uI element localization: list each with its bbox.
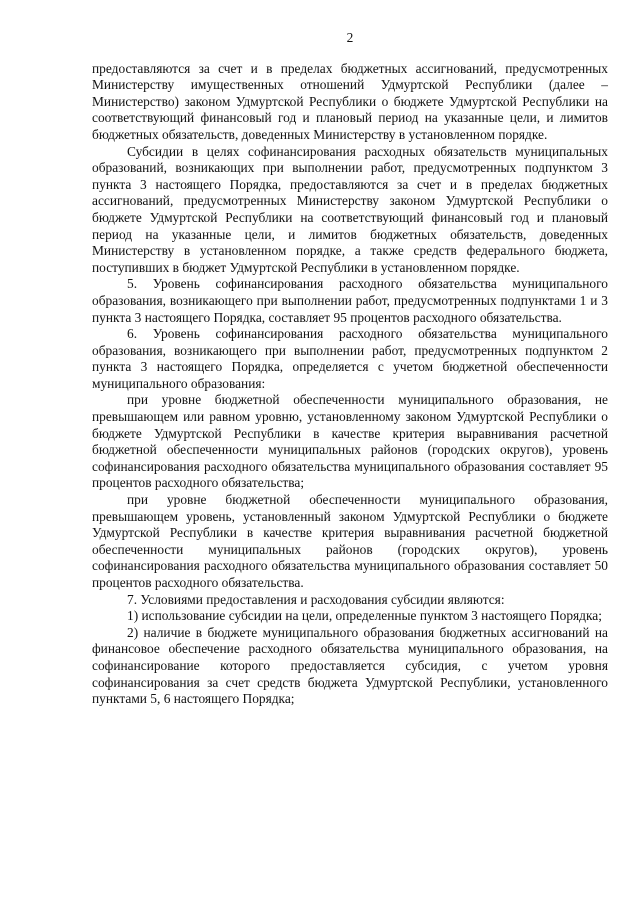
page-number: 2 <box>346 30 354 45</box>
paragraph-item-6: 6. Уровень софинансирования расходного обязательства муниципального образования, возникающего при выполнении работ, предусмотренных подпунктом 2 пункта 3 настоящего Порядка, определяется с учетом бюджетной обеспеченности муниципального образования: <box>92 326 608 391</box>
paragraph-item-7-condition-1: 1) использование субсидии на цели, определенные пунктом 3 настоящего Порядка; <box>127 608 602 624</box>
paragraph-item-6-case-low: при уровне бюджетной обеспеченности муниципального образования, не превышающем или равном уровню, установленному законом Удмуртской Республики о бюджете Удмуртской Республики в качестве критерия выравнивания расчетной бюджетной обеспеченности муниципальных районов (городских округов), уровень софинансирования расходного обязательства муниципального образования составляет 95 процентов расходного обязательства; <box>92 392 608 491</box>
paragraph-subsidies-cofinancing: Субсидии в целях софинансирования расходных обязательств муниципальных образований, возникающих при выполнении работ, предусмотренных подпунктом 3 пункта 3 настоящего Порядка, предоставляются за счет и в пределах бюджетных ассигнований, предусмотренных Министерству законом Удмуртской Республики о бюджете Удмуртской Республики на соответствующий финансовый год и плановый период на указанные цели, и лимитов бюджетных обязательств, доведенных Министерству в установленном порядке, а также средств федерального бюджета, поступивших в бюджет Удмуртской Республики в установленном порядке. <box>92 143 608 275</box>
paragraph-funding-continuation: предоставляются за счет и в пределах бюджетных ассигнований, предусмотренных Министерству имущественных отношений Удмуртской Республики (далее – Министерство) законом Удмуртской Республики о бюджете Удмуртской Республики на соответствующий финансовый год и плановый период на указанные цели, и лимитов бюджетных обязательств, доведенных Министерству в установленном порядке. <box>92 60 608 142</box>
document-page <box>92 30 608 708</box>
paragraph-item-5: 5. Уровень софинансирования расходного обязательства муниципального образования, возникающего при выполнении работ, предусмотренных подпунктами 1 и 3 пункта 3 настоящего Порядка, составляет 95 процентов расходного обязательства. <box>92 276 608 325</box>
paragraph-item-6-case-high: при уровне бюджетной обеспеченности муниципального образования, превышающем уровень, установленный законом Удмуртской Республики о бюджете Удмуртской Республики в качестве критерия выравнивания расчетной бюджетной обеспеченности муниципальных районов (городских округов), уровень софинансирования расходного обязательства муниципального образования составляет 50 процентов расходного обязательства. <box>92 492 608 590</box>
paragraph-item-7-condition-2: 2) наличие в бюджете муниципального образования бюджетных ассигнований на финансовое обеспечение расходного обязательства муниципального образования, на софинансирование которого предоставляется субсидия, с учетом уровня софинансирования за счет средств бюджета Удмуртской Республики, установленного пунктами 5, 6 настоящего Порядка; <box>92 624 608 707</box>
paragraph-item-7: 7. Условиями предоставления и расходования субсидии являются: <box>127 591 505 607</box>
